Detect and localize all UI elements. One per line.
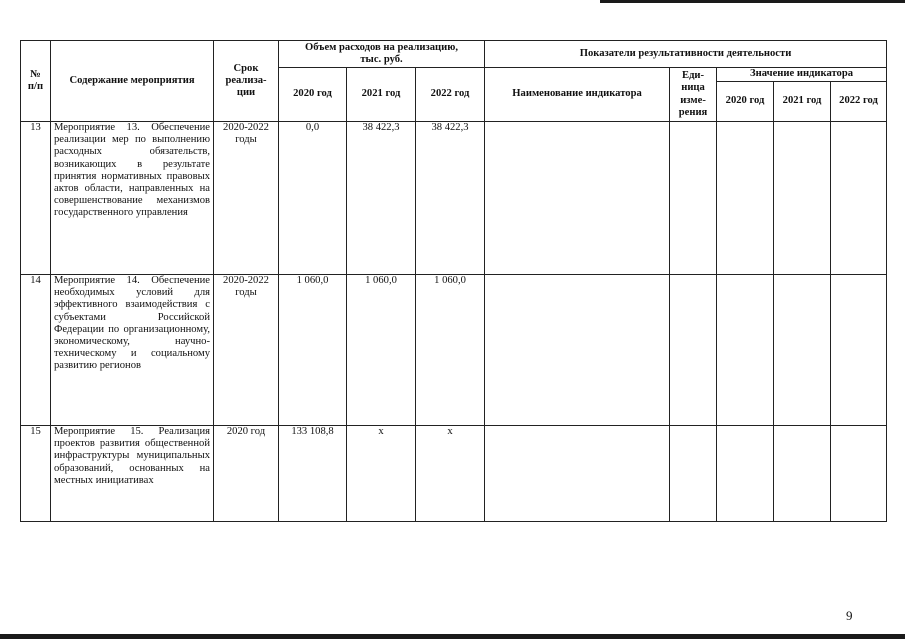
row-ind-2020	[717, 275, 774, 426]
row-ind-2021	[774, 426, 831, 522]
header-indicator-values-group: Значение индикатора	[717, 68, 887, 82]
row-term: 2020 год	[214, 426, 279, 522]
row-cost-2020: 133 108,8	[279, 426, 347, 522]
row-ind-2020	[717, 426, 774, 522]
row-num: 14	[21, 275, 51, 426]
row-unit	[670, 122, 717, 275]
table-row	[21, 426, 887, 522]
row-term: 2020-2022 годы	[214, 275, 279, 426]
row-content: Мероприятие 15. Реализация проектов развития общественной инфраструктуры муниципальных образований, основанных на местных инициативах	[51, 426, 214, 522]
row-indicator-name	[485, 426, 670, 522]
scan-bottom-edge	[0, 634, 905, 639]
header-content: Содержание мероприятия	[51, 41, 214, 122]
row-unit	[670, 275, 717, 426]
row-ind-2020	[717, 122, 774, 275]
header-ind-2022: 2022 год	[831, 82, 887, 122]
row-ind-2021	[774, 122, 831, 275]
row-ind-2022	[831, 426, 887, 522]
row-ind-2022	[831, 122, 887, 275]
header-ind-2020: 2020 год	[717, 82, 774, 122]
header-unit: Еди- ница изме- рения	[670, 68, 717, 122]
header-cost-2020: 2020 год	[279, 68, 347, 122]
row-content: Мероприятие 14. Обеспечение необходимых условий для эффективного взаимодействия с субъектами Российской Федерации по организационному, экономическому, научно-техническому и социальному развитию регионов	[51, 275, 214, 426]
header-term: Срок реализа- ции	[214, 41, 279, 122]
header-cost-2022: 2022 год	[416, 68, 485, 122]
row-cost-2021: х	[347, 426, 416, 522]
row-cost-2021: 38 422,3	[347, 122, 416, 275]
row-num: 13	[21, 122, 51, 275]
row-content: Мероприятие 13. Обеспечение реализации мер по выполнению расходных обязательств, возникающих в результате принятия нормативных правовых актов области, направленных на совершенствование механизмов государственного управления	[51, 122, 214, 275]
measures-table	[20, 40, 887, 522]
row-indicator-name	[485, 275, 670, 426]
row-cost-2022: х	[416, 426, 485, 522]
row-cost-2022: 1 060,0	[416, 275, 485, 426]
scan-top-edge	[600, 0, 905, 3]
header-indicator-name: Наименование индикатора	[485, 68, 670, 122]
row-unit	[670, 426, 717, 522]
table-row	[21, 275, 887, 426]
header-costs-group: Объем расходов на реализацию, тыс. руб.	[279, 41, 485, 68]
row-num: 15	[21, 426, 51, 522]
header-ind-2021: 2021 год	[774, 82, 831, 122]
row-cost-2020: 0,0	[279, 122, 347, 275]
header-indicators-group: Показатели результативности деятельности	[485, 41, 887, 68]
table-row	[21, 122, 887, 275]
row-cost-2022: 38 422,3	[416, 122, 485, 275]
row-ind-2022	[831, 275, 887, 426]
row-term: 2020-2022 годы	[214, 122, 279, 275]
page-number: 9	[846, 608, 853, 623]
row-ind-2021	[774, 275, 831, 426]
row-indicator-name	[485, 122, 670, 275]
header-num: № п/п	[21, 41, 51, 122]
row-cost-2021: 1 060,0	[347, 275, 416, 426]
header-cost-2021: 2021 год	[347, 68, 416, 122]
row-cost-2020: 1 060,0	[279, 275, 347, 426]
